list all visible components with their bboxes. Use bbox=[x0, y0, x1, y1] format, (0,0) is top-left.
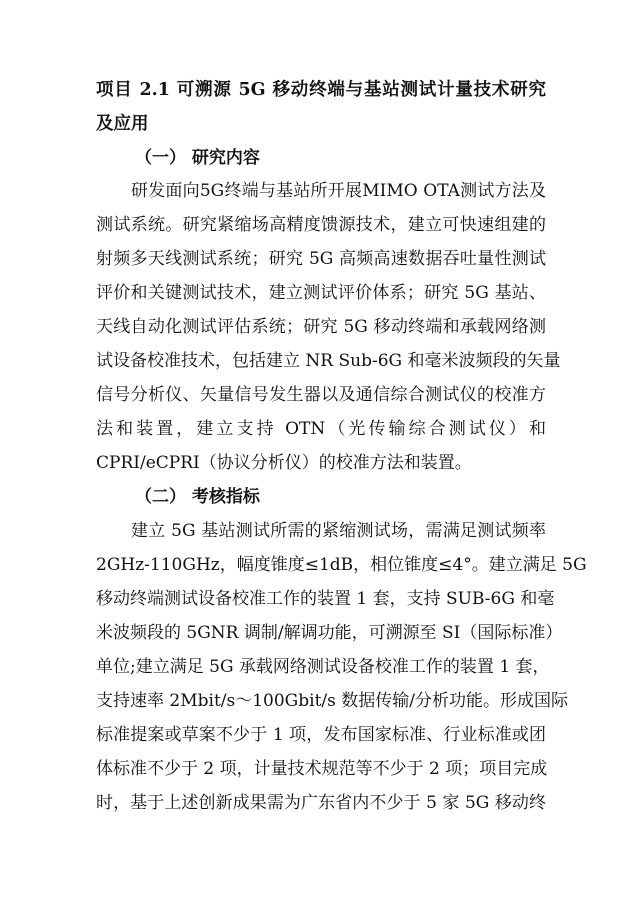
paragraph-line: 单位;建立满足 5G 承载网络测试设备校准工作的装置 1 套， bbox=[96, 657, 550, 677]
paragraph-line: 研发面向5G终端与基站所开展MIMO OTA测试方法及 bbox=[131, 181, 546, 201]
paragraph-line: 法和装置，建立支持 OTN（光传输综合测试仪）和 bbox=[96, 419, 546, 439]
paragraph-line: 米波频段的 5GNR 调制/解调功能，可溯源至 SI（国际标准） bbox=[96, 623, 563, 643]
paragraph-line: CPRI/eCPRI（协议分析仪）的校准方法和装置。 bbox=[96, 453, 472, 473]
paragraph-line: 移动终端测试设备校准工作的装置 1 套，支持 SUB-6G 和毫 bbox=[96, 589, 555, 609]
paragraph-line: 试设备校准技术，包括建立 NR Sub-6G 和毫米波频段的矢量 bbox=[96, 351, 561, 371]
paragraph-line: 支持速率 2Mbit/s～100Gbit/s 数据传输/分析功能。形成国际 bbox=[96, 691, 568, 711]
paragraph-line: 建立 5G 基站测试所需的紧缩测试场，需满足测试频率 bbox=[131, 521, 546, 541]
paragraph-line: 评价和关键测试技术，建立测试评价体系；研究 5G 基站、 bbox=[96, 283, 546, 303]
paragraph-line: 2GHz-110GHz，幅度锥度≤1dB，相位锥度≤4°。建立满足 5G bbox=[96, 555, 587, 575]
section-heading-research-content: （一） 研究内容 bbox=[135, 148, 260, 168]
paragraph-line: 测试系统。研究紧缩场高精度馈源技术，建立可快速组建的 bbox=[96, 215, 546, 235]
paragraph-line: 天线自动化测试评估系统；研究 5G 移动终端和承载网络测 bbox=[96, 317, 546, 337]
section-heading-assessment-indicators: （二） 考核指标 bbox=[135, 487, 260, 507]
project-title-line-2: 及应用 bbox=[96, 114, 149, 134]
project-title-line-1: 项目 2.1 可溯源 5G 移动终端与基站测试计量技术研究 bbox=[96, 80, 546, 100]
paragraph-line: 时，基于上述创新成果需为广东省内不少于 5 家 5G 移动终 bbox=[96, 793, 546, 813]
paragraph-line: 体标准不少于 2 项，计量技术规范等不少于 2 项；项目完成 bbox=[96, 759, 548, 779]
paragraph-line: 射频多天线测试系统；研究 5G 高频高速数据吞吐量性测试 bbox=[96, 249, 546, 269]
paragraph-line: 标准提案或草案不少于 1 项，发布国家标准、行业标准或团 bbox=[96, 725, 546, 745]
paragraph-line: 信号分析仪、矢量信号发生器以及通信综合测试仪的校准方 bbox=[96, 385, 546, 405]
